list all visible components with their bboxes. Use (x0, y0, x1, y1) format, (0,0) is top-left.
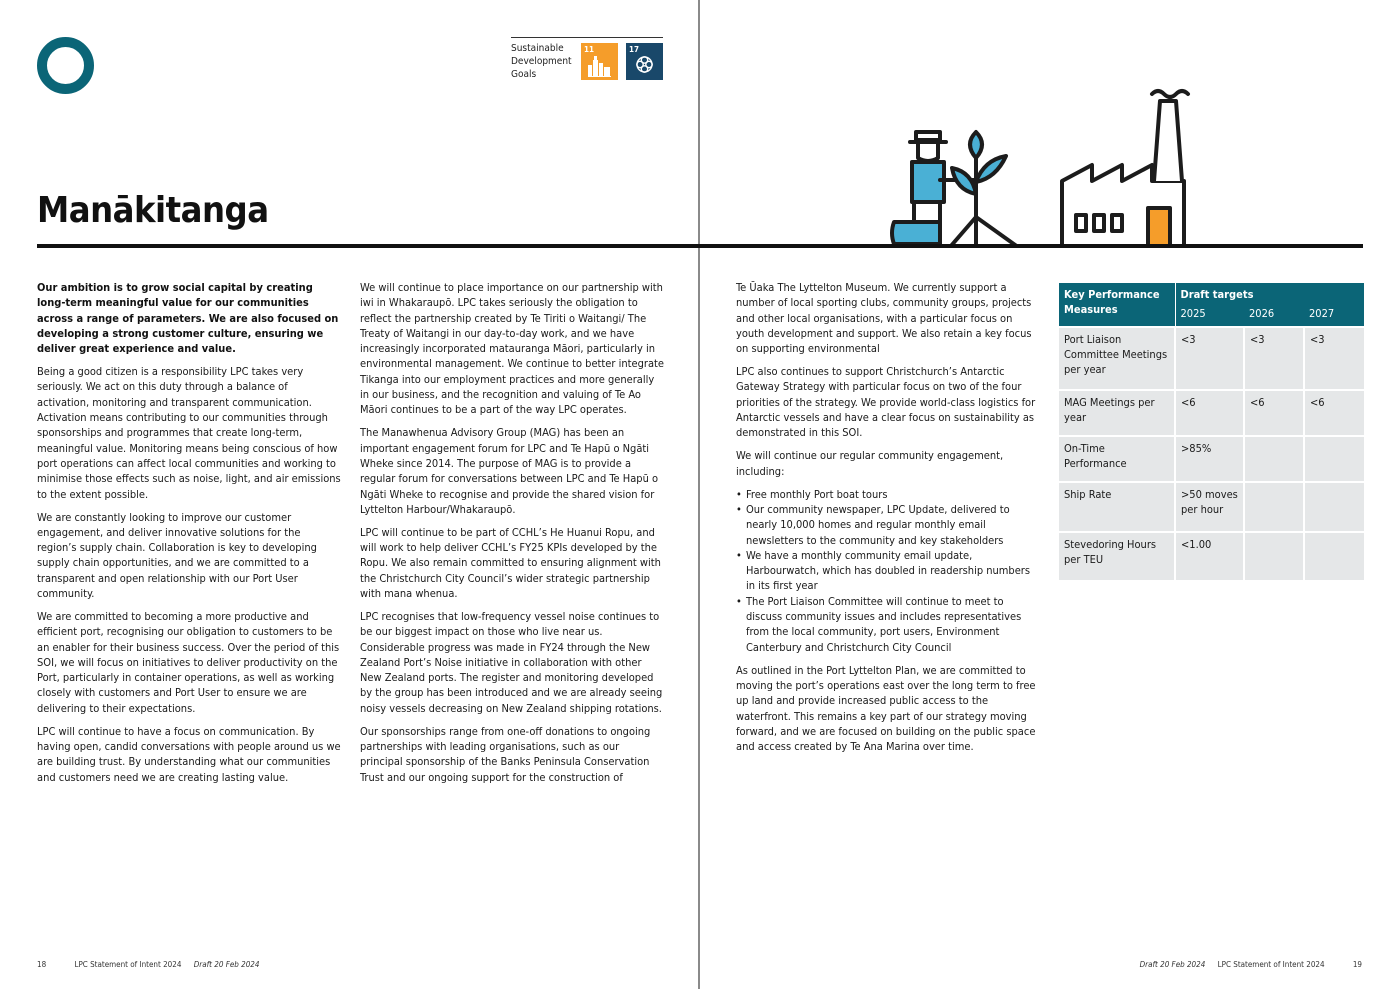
sdg-label (511, 42, 581, 81)
page-title: Manākitanga (37, 190, 269, 231)
kpi-value: <3 (1244, 327, 1304, 390)
kpi-value (1244, 482, 1304, 532)
list-item: • Our community newspaper, LPC Update, delivered to nearly 10,000 homes and regular monthly email newsletters to the community and key stakeholders (736, 502, 1042, 548)
kpi-measure: On-Time Performance (1059, 436, 1175, 482)
kpi-header-targets: Draft targets (1175, 283, 1364, 302)
kpi-year: 2027 (1304, 302, 1364, 326)
sdg-label-line: Development (511, 56, 572, 67)
sdg-number: 17 (629, 45, 640, 54)
page-spine (698, 0, 700, 989)
body-paragraph: LPC also continues to support Christchurch’s Antarctic Gateway Strategy with particular focus on two of the four priorities of the strategy. We provide world-class logistics for Antarctic vessels and have a clear focus on sustainability as demonstrated in this SOI. (736, 365, 1036, 440)
kpi-value: <6 (1304, 390, 1364, 436)
text-column-2 (360, 280, 664, 793)
page-number: 19 (1352, 960, 1362, 969)
kpi-header-row (1059, 283, 1364, 302)
kpi-value: <3 (1175, 327, 1244, 390)
footer-draft-label: Draft 20 Feb 2024 (193, 960, 260, 969)
kpi-value (1244, 436, 1304, 482)
table-row (1059, 390, 1364, 436)
lead-paragraph: Our ambition is to grow social capital by creating long-term meaningful value for our communities across a range of parameters. We are also focused on developing a strong customer culture, ensuring we deliver great experience and value. (37, 281, 339, 356)
kpi-measure: Stevedoring Hours per TEU (1059, 532, 1175, 580)
footer-left (37, 960, 259, 969)
body-paragraph: We are constantly looking to improve our customer engagement, and deliver innovative solutions for the region’s supply chain. Collaboration is key to developing supply chain opportunities, and we are committed to a transparent and open relationship with our Port User community. (37, 510, 317, 601)
list-item: • We have a monthly community email update, Harbourwatch, which has doubled in readership numbers in its first year (736, 548, 1042, 594)
sdg-17-icon (626, 43, 663, 80)
kpi-value (1304, 482, 1364, 532)
sdg-label-line: Goals (511, 69, 537, 80)
body-paragraph: Our sponsorships range from one-off donations to ongoing partnerships with leading organisations, such as our principal sponsorship of the Banks Peninsula Conservation Trust and our ongoing support for the construction of (360, 724, 651, 784)
body-paragraph: We will continue our regular community engagement, including: (736, 449, 1004, 478)
footer-doc-title: LPC Statement of Intent 2024 (1217, 960, 1325, 969)
kpi-header-measure: Key Performance Measures (1059, 283, 1175, 327)
text-column-3 (736, 280, 1042, 762)
brand-ring-logo (37, 37, 94, 94)
engagement-list (736, 487, 1042, 655)
kpi-value: >85% (1175, 436, 1244, 482)
kpi-value: <6 (1244, 390, 1304, 436)
body-paragraph: Te Ūaka The Lyttelton Museum. We currently support a number of local sporting clubs, community groups, projects and other local organisations, with a particular focus on youth development and support. We also retain a key focus on supporting environmental (736, 281, 1032, 356)
table-row (1059, 436, 1364, 482)
kpi-value: <3 (1304, 327, 1364, 390)
table-row (1059, 532, 1364, 580)
sdg-11-icon (581, 43, 618, 80)
sdg-number: 11 (584, 45, 595, 54)
table-row (1059, 327, 1364, 390)
body-paragraph: The Manawhenua Advisory Group (MAG) has been an important engagement forum for LPC and Te Hapū o Ngāti Wheke since 2014. The purpose of MAG is to provide a regular forum for conversations between LPC and Te Hapū o Ngāti Wheke to recognise and provide the shared vision for Lyttelton Harbour/Whakaraupō. (360, 426, 659, 516)
kpi-value (1304, 532, 1364, 580)
body-paragraph: LPC will continue to have a focus on communication. By having open, candid conversations with people around us we are building trust. By understanding what our communities and customers need we are creating lasting value. (37, 724, 341, 784)
kpi-value: <6 (1175, 390, 1244, 436)
footer-draft-label: Draft 20 Feb 2024 (1139, 960, 1206, 969)
kpi-value: <1.00 (1175, 532, 1244, 580)
body-paragraph: LPC recognises that low-frequency vessel noise continues to be our biggest impact on those who live near us. Considerable progress was made in FY24 through the New Zealand Port’s Noise initiative in collaboration with other New Zealand ports. The register and monitoring developed by the group has been introduced and we are already seeing noisy vessels decreasing on New Zealand shipping rotations. (360, 610, 663, 715)
footer-doc-title: LPC Statement of Intent 2024 (74, 960, 182, 969)
kpi-year: 2025 (1175, 302, 1244, 326)
kpi-measure: MAG Meetings per year (1059, 390, 1175, 436)
list-item: • The Port Liaison Committee will continue to meet to discuss community issues and includes representatives from the local community, port users, Environment Canterbury and Christchurch City Council (736, 594, 1042, 655)
body-paragraph: As outlined in the Port Lyttelton Plan, we are committed to moving the port’s operations east over the long term to free up land and provide increased public access to the waterfront. This remains a key part of our strategy moving forward, and we are focused on building on the public space and access created by Te Ana Marina over time. (736, 663, 1036, 754)
kpi-table (1059, 283, 1364, 580)
sdg-goals-block (511, 37, 663, 81)
footer-right (1140, 960, 1362, 969)
kpi-value (1304, 436, 1364, 482)
sdg-label-line: Sustainable (511, 43, 564, 54)
kpi-measure: Ship Rate (1059, 482, 1175, 532)
kpi-value: >50 moves per hour (1175, 482, 1244, 532)
body-paragraph: Being a good citizen is a responsibility LPC takes very seriously. We act on this duty through a balance of activation, monitoring and transparent communication. Activation means contributing to our communities through sponsorships and programmes that create long-term, meaningful value. Monitoring means being conscious of how port operations can affect local communities and working to minimise those effects such as noise, light, and air emissions to the extent possible. (37, 365, 341, 501)
kpi-year: 2026 (1244, 302, 1304, 326)
body-paragraph: We are committed to becoming a more productive and efficient port, recognising our obligation to customers to be an enabler for their business success. Over the period of this SOI, we will focus on initiatives to deliver productivity on the Port, particularly in container operations, as well as working closely with customers and Port User to ensure we are delivering to their expectations. (37, 610, 340, 715)
kpi-measure: Port Liaison Committee Meetings per year (1059, 327, 1175, 390)
page-number: 18 (37, 960, 47, 969)
text-column-1 (37, 280, 341, 793)
body-paragraph: LPC will continue to be part of CCHL’s He Huanui Ropu, and will work to help deliver CCHL’s FY25 KPIs developed by the Ropu. We also remain committed to ensuring alignment with the Christchurch City Council’s wider strategic partnership with mana whenua. (360, 525, 661, 601)
table-row (1059, 482, 1364, 532)
farmer-and-factory-illustration (880, 82, 1240, 248)
list-item: • Free monthly Port boat tours (736, 487, 1042, 502)
kpi-value (1244, 532, 1304, 580)
body-paragraph: We will continue to place importance on our partnership with iwi in Whakaraupō. LPC takes seriously the obligation to reflect the partnership created by Te Tiriti o Waitangi/ The Treaty of Waitangi in our day-to-day work, and we have increasingly incorporated matauranga Māori, particularly in environmental management. We continue to better integrate Tikanga into our employment practices and more generally in our business, and the recognition and valuing of Te Ao Māori continues to be a part of the way LPC operates. (360, 281, 664, 417)
header-rule (37, 244, 1363, 248)
